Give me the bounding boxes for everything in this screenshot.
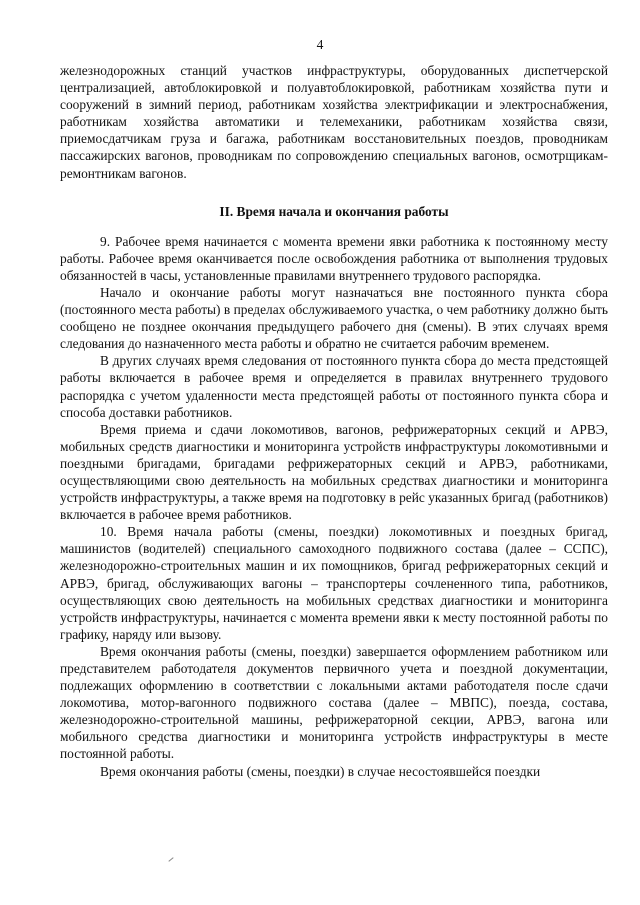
paragraph-item-10: 10. Время начала работы (смены, поездки) локомотивных и поездных бригад, машинистов (водителей) специального самоходного подвижного состава (далее – ССПС), железнодорожно-строительных машин и их помощников, бригад рефрижераторных секций и АРВЭ, бригад, обслуживающих вагоны – транспортеры сочлененного типа, работников, осуществляющих свою деятельность на мобильных средствах диагностики и мониторинга устройств инфраструктуры, начинается с момента времени явки к месту постоянной работы по графику, наряду или вызову. — [60, 524, 608, 642]
paragraph-continuation: железнодорожных станций участков инфраструктуры, оборудованных диспетчерской централизацией, автоблокировкой и полуавтоблокировкой, работникам хозяйства пути и сооружений в зимний период, работникам хозяйства электрификации и электроснабжения, работникам хозяйства автоматики и телемеханики, работникам хозяйства связи, приемосдатчикам груза и багажа, работникам восстановительных поездов, проводникам пассажирских вагонов, проводникам по сопровождению специальных вагонов, осмотрщикам-ремонтникам вагонов. — [60, 63, 608, 181]
paragraph-failed-trip: Время окончания работы (смены, поездки) в случае несостоявшейся поездки — [100, 763, 541, 779]
paragraph-travel-time: В других случаях время следования от постоянного пункта сбора до места предстоящей работы включается в рабочее время и определяется в правилах внутреннего трудового распорядка с учетом удаленности места предстоящей работы от постоянного пункта сбора и способа доставки работников. — [60, 353, 608, 420]
scan-mark — [168, 857, 173, 862]
paragraph-item-9: 9. Рабочее время начинается с момента времени явки работника к постоянному месту работы. Рабочее время оканчивается после освобождения работника от выполнения трудовых обязанностей в часы, установленные правилами внутреннего трудового распорядка. — [60, 233, 608, 283]
paragraph-acceptance-time: Время приема и сдачи локомотивов, вагонов, рефрижераторных секций и АРВЭ, мобильных средств диагностики и мониторинга устройств инфраструктуры локомотивными и поездными бригадами, бригадами рефрижераторных секций и АРВЭ, работниками, осуществляющими свою деятельность на мобильных средствах диагностики и мониторинга устройств инфраструктуры, а также время на подготовку в рейс указанных бригад (работников) включается в рабочее время работников. — [60, 421, 608, 523]
paragraph-work-start-end: Начало и окончание работы могут назначаться вне постоянного пункта сбора (постоянного места работы) в пределах обслуживаемого участка, о чем работнику должно быть сообщено не позднее окончания предыдущего рабочего дня (смены). В этих случаях время следования до назначенного места работы и обратно не считается рабочим временем. — [60, 284, 608, 352]
section-heading: II. Время начала и окончания работы — [219, 203, 449, 219]
page-number: 4 — [316, 37, 324, 52]
document-body — [60, 62, 608, 780]
paragraph-work-end: Время окончания работы (смены, поездки) завершается оформлением работником или представителем работодателя документов первичного учета и поездной документации, подлежащих оформлению в соответствии с локальными актами работодателя после сдачи локомотива, мотор-вагонного подвижного состава (далее – МВПС), поезда, состава, железнодорожно-строительной машины, рефрижераторной секции, АРВЭ, вагона или мобильного средства диагностики и мониторинга устройств инфраструктуры в месте постоянной работы. — [60, 643, 608, 762]
